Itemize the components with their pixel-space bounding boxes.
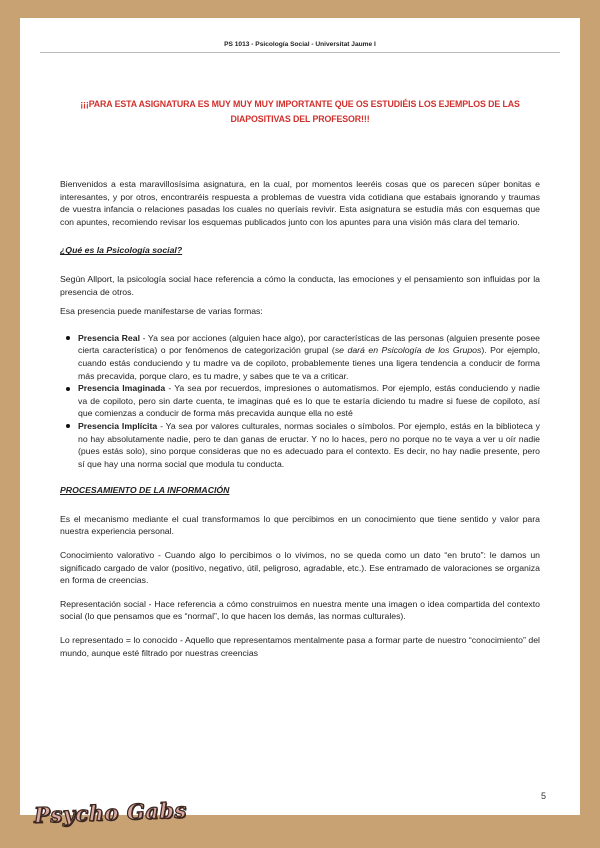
document-body: [60, 178, 540, 659]
page-header: PS 1013 - Psicología Social - Universitat Jaume I: [224, 41, 376, 48]
brand-logo: Psycho Gabs: [33, 797, 188, 828]
allport-definition: Según Allport, la psicología social hace referencia a cómo la conducta, las emociones y el pensamiento son influidas por la presencia de otros.: [60, 273, 540, 297]
represented-known: Lo representado = lo conocido - Aquello que representamos mentalmente pasa a formar parte de nuestro “conocimiento” del mundo, aunque esté filtrado por nuestras creencias: [60, 635, 540, 658]
header-divider: [40, 52, 560, 53]
list-item-presencia-implicita: Presencia Implícita - Ya sea por valores culturales, normas sociales o símbolos. Por ejemplo, estás en la biblioteca y no hay absolutamente nadie, pero te dan ganas de eructar. Y no lo haces, pero no porque no te vaya a ver u oír nadie (pues estás solo), sino porque consideras que no es adecuado para el contexto. Es decir, no hay nadie presente, pero sí que hay una norma social que modula tu conducta.: [78, 420, 540, 469]
term-label: Presencia Real: [78, 332, 140, 343]
valorative-knowledge: Conocimiento valorativo - Cuando algo lo percibimos o lo vivimos, no se queda como un dato “en bruto”: le damos un significado cargado de valor (positivo, negativo, útil, peligroso, agradable, etc.). Ese entramado de valoraciones se organiza en forma de creencias.: [60, 550, 540, 586]
section-heading-social-psychology: ¿Qué es la Psicología social?: [60, 245, 183, 256]
list-item-presencia-imaginada: Presencia Imaginada - Ya sea por recuerdos, impresiones o automatismos. Por ejemplo, estás conduciendo y nadie va de copiloto, pero sin darte cuenta, te imaginas qué es lo que te estaría diciendo tu madre si fuese de copiloto, así que comienzas a conducir de forma más precavida aunque ella no esté: [78, 383, 540, 419]
important-notice: ¡¡¡PARA ESTA ASIGNATURA ES MUY MUY MUY IMPORTANTE QUE OS ESTUDIÉIS LOS EJEMPLOS DE LAS DIAPOSITIVAS DEL PROFESOR!!!: [80, 99, 520, 124]
forms-intro: Esa presencia puede manifestarse de varias formas:: [60, 306, 263, 317]
section-heading-processing: PROCESAMIENTO DE LA INFORMACIÓN: [60, 485, 230, 496]
intro-paragraph: Bienvenidos a esta maravillosísima asignatura, en la cual, por momentos leeréis cosas que os parecen súper bonitas e interesantes, y por otros, encontraréis respuesta a problemas de vuestra vida cotidiana que estabais ignorando y traumas de vuestra infancia o relaciones pasadas los cuales no queríais revivir. Esta asignatura se estudia más con esquemas que con apuntes, recomiendo revisar los esquemas publicados junto con los apuntes para una visión más clara del temario.: [60, 179, 540, 227]
list-item-presencia-real: Presencia Real - Ya sea por acciones (alguien hace algo), por características de las personas (alguien presente posee cierta característica) o por fenómenos de categorización grupal (se dará en Psicología de los Grupos). Por ejemplo, cuando estás conduciendo y tu madre va de copiloto, probablemente tienes una ligera tendencia a conducir de forma más precavida, porque claro, es tu madre, y sabes que te va a criticar.: [78, 332, 540, 381]
processing-definition: Es el mecanismo mediante el cual transformamos lo que percibimos en un conocimiento que tiene sentido y valor para nuestra experiencia personal.: [60, 513, 540, 537]
page-number: 5: [540, 791, 546, 801]
term-label: Presencia Imaginada: [78, 383, 166, 394]
document-page: [20, 18, 580, 815]
term-label: Presencia Implícita: [78, 420, 158, 431]
social-representation: Representación social - Hace referencia a cómo construimos en nuestra mente una imagen o idea compartida del contexto social (lo que pensamos que es “normal”, lo que hacen los demás, las normas culturales).: [60, 598, 540, 622]
presence-types-list: [60, 332, 540, 471]
